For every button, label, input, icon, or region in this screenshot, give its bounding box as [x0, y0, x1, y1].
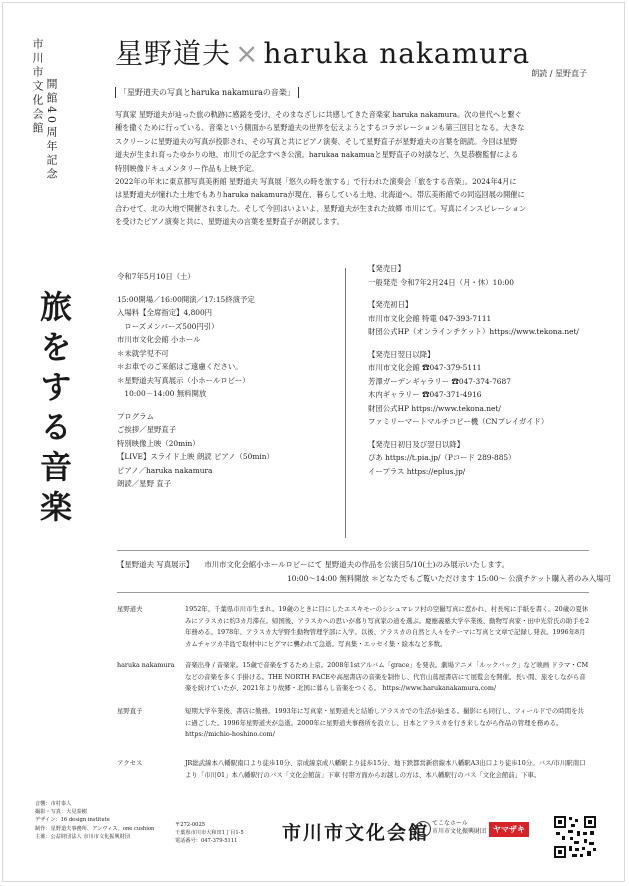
credit-line: 撮影・写真：大見泰樹 — [35, 809, 87, 816]
tekona-name: てこなホール — [432, 820, 468, 827]
ticket-heading: 【発売日翌日以降】 — [368, 349, 435, 359]
rule — [117, 550, 589, 551]
address-line: 千葉県市川市大和田1丁目1-5 — [175, 830, 244, 837]
title-name-left: 星野道夫 — [115, 37, 232, 70]
event-date: 令和7年5月10日（土） — [117, 272, 195, 281]
rule — [117, 592, 589, 593]
lead-line: 種を撒くために行っている、音楽という側面から星野道夫の世界を伝えようとするコラボレーションも第三回目となる。大きな — [115, 123, 525, 133]
ticket-line: 財団公式HP https://www.tekona.net/ — [368, 403, 501, 413]
lead-line: 道夫が生まれ育ったゆかりの地、市川での記念すべき公演。harukaa nakamuaと星野直子の対談など、久見恭樹監督による — [115, 150, 519, 160]
event-note: 10:00－14:00 無料開放 — [117, 389, 207, 398]
subtitle: 「星野道夫の写真とharuka nakamuraの音楽」 — [115, 87, 299, 98]
credit-line: 音響：市村泰人 — [35, 801, 72, 807]
program-item: 朗読／星野 直子 — [117, 479, 172, 488]
title-name-right: haruka nakamura — [263, 37, 531, 70]
lead-line: スクリーンに星野道夫の写真が投影され、その写真と共にピアノ演奏、そして星野直子が星野道夫の言葉を朗読。今回は星野 — [115, 136, 518, 146]
side-anniversary: 開館40周年記念 — [45, 78, 58, 182]
venue-address — [175, 821, 244, 846]
program-item: 特別映像上映（20min） — [117, 438, 200, 448]
event-note: ＊未就学児不可 — [117, 348, 169, 358]
lead-line: 2022年の年末に東京都写真美術館 星野道夫 写真展「悠久の時を旅する」で行われた演奏会「旅をする音楽」。2024年4月に — [115, 177, 517, 187]
credit-line: デザイン：16 design institute — [35, 817, 110, 824]
lead-line: 合わせて、北の大地で開催されました。そして今回はいよいよ、星野道夫が生まれた故郷 市川にて。写真にインスピレーション — [115, 203, 527, 213]
ticket-line: 一般発売 令和7年2月24日（月・休）10:00 — [368, 277, 514, 287]
tekona-sub: 市川市文化振興財団 — [432, 828, 487, 835]
venue-logo: 市川市文化会館 — [282, 822, 430, 844]
lead-line: 写真家 星野道夫が辿った旅の軌跡に感銘を受け、そのまなざしに共感してきた音楽家 haruka nakamura。次の世代へと繋ぐ — [115, 110, 522, 119]
exhibit-line-1: 市川市文化会館小ホールロビーにて 星野道夫の作品を公演日5/10(土)のみ展示いたします。 — [204, 560, 509, 569]
event-price-discount: ローズメンバーズ500円引） — [117, 321, 219, 331]
event-info — [117, 270, 274, 491]
ticket-line: ぴあ https://t.pia.jp/（Pコード 289-885） — [368, 453, 516, 462]
bio-label: haruka nakamura — [117, 661, 175, 669]
sponsor-logo: ヤマザキ — [489, 822, 529, 837]
bio-text: 音楽出身 / 音楽家。15歳で音楽をするため上京。2008年1stアルバム「grace」を発表。劇場アニメ「ルックバック」など映画 ドラマ・CMなどの音楽を多く手掛ける。THE NORTH FACEや高屋書店の音楽を制作し、代官山蔦屋書店にて展覧会を開催。長い間、旅をしながら音楽を続けていたが、2021年より故郷・北国に暮らし音楽をつくる。 https://www.harukanakamura.com/ — [185, 661, 589, 692]
event-times: 15:00開場／16:00開演／17:15終演予定 — [117, 294, 255, 304]
exhibit-info — [117, 558, 611, 585]
credit-line: 制作：星野道夫事務所、アンヴィス、one cushion — [35, 825, 155, 832]
lead-line: を受けたピアノ演奏と共に、星野道夫の言葉を星野直子が朗読します。 — [115, 217, 344, 227]
credit-line: 主催：公益財団法人 市川市文化振興財団 — [35, 833, 131, 840]
side-event-title: 旅をする音楽 — [35, 290, 73, 530]
lead-line: 特別映像ドキュメンタリー作品も上映予定。 — [115, 163, 259, 173]
event-price: 入場料【全席指定】4,800円 — [117, 308, 213, 317]
ticket-info — [368, 262, 579, 478]
lead-text — [115, 108, 587, 229]
ticket-line: 木内ギャラリー ☎047-371-4916 — [368, 390, 482, 399]
tekona-mark-icon — [415, 821, 431, 837]
bio-text: 1952年、千葉県市川市生まれ。19歳のときに目にしたエスキモーのシシュマレフ村の空撮写真に惹かれ、村長宛に手紙を書く。20歳の夏休みにアラスカに約3カ月滞在。帰国後、アラスカへの思いが募り写真家の道を選ぶ。慶應義塾大学卒業後、動物写真家・田中光常氏の助手を2年務める。1978年、アラスカ大学野生動物管理学部に入学。以後、アラスカの自然と人々をテーマに写真と文章で記録し発表。1996年8月 カムチャツカ半島で取材中にヒグマに襲われて急逝。写真集・エッセイ集・絵本など多数。 — [185, 605, 590, 648]
main-title — [115, 32, 530, 72]
program-item: ピアノ／haruka nakamura — [117, 465, 213, 475]
address-line: 電話番号：047-379-5111 — [175, 838, 238, 845]
access-label: アクセス — [117, 759, 143, 767]
ticket-line: 財団公式HP（オンラインチケット）https://www.tekona.net/ — [368, 327, 579, 336]
address-line: 〒272-0025 — [175, 822, 206, 828]
ticket-heading: 【発売日】 — [368, 264, 405, 273]
ticket-line: イープラス https://eplus.jp/ — [368, 466, 466, 476]
ticket-line: 芳澤ガーデンギャラリー ☎047-374-7687 — [368, 376, 511, 386]
access-text: JR総武線本八幡駅南口より徒歩10分、京成線京成八幡駅より徒歩15分、地下鉄都営新宿線本八幡駅A3出口より徒歩10分。バス/市川駅南口より「市川01」本八幡駅行のバス「文化会館前」下車 付帯方面からお越しの方は、本八幡駅行のバス「文化会館前」下車。 — [185, 759, 586, 779]
ticket-heading: 【発売初日】 — [368, 300, 413, 309]
program-heading: プログラム — [117, 411, 154, 421]
event-note: ＊お車でのご来館はご遠慮ください。 — [117, 362, 243, 371]
side-venue-name: 市川市文化会館 — [31, 38, 44, 136]
lead-line: は星野道夫が憧れた土地でもありharuka nakamuraが現在、暮らしている土地、北海道へ。帯広美術館での同巡回展の開催に — [115, 190, 525, 200]
bio-text: 短期大学卒業後、書店に勤務。1993年に写真家・星野道夫と結婚しアラスカでの生活が始まる。撮影にも同行し、フィールドでの時間を共に過ごした。1996年星野道夫が急逝。2000年に星野道夫事務所を設立し、日本とアラスカを行き来しながら作品の管理を務める。 https://michio-hoshino.com/ — [185, 707, 584, 738]
ticket-line: 市川市文化会館 特電 047-393-7111 — [368, 313, 492, 323]
credits — [35, 800, 154, 841]
event-note: ＊星野道夫写真展示（小ホールロビー） — [117, 375, 250, 385]
bio-label: 星野直子 — [117, 707, 143, 715]
bio-label: 星野道夫 — [117, 605, 143, 613]
program-item: ご挨拶／星野直子 — [117, 425, 177, 434]
ticket-heading: 【発売日初日及び翌日以降】 — [368, 439, 465, 449]
title-cross: × — [235, 37, 260, 70]
reader-credit: 朗読 / 星野直子 — [531, 69, 587, 78]
column-divider — [345, 268, 346, 538]
event-hall: 市川市文化会館 小ホール — [117, 335, 201, 344]
ticket-line: ファミリーマートマルチコピー機（CNプレイガイド） — [368, 417, 549, 426]
qr-code-icon[interactable] — [553, 815, 597, 859]
exhibit-label: 【星野道夫 写真展示】 — [117, 560, 190, 569]
program-item: 【LIVE】スライド上映 朗読 ピアノ（50min） — [117, 452, 274, 461]
exhibit-line-2: 10:00～14:00 無料開放 ＊どなたでもご覧いただけます 15:00～ 公演チケット購入者のみ入場可 — [287, 573, 611, 583]
ticket-line: 市川市文化会館 ☎047-379-5111 — [368, 363, 482, 372]
